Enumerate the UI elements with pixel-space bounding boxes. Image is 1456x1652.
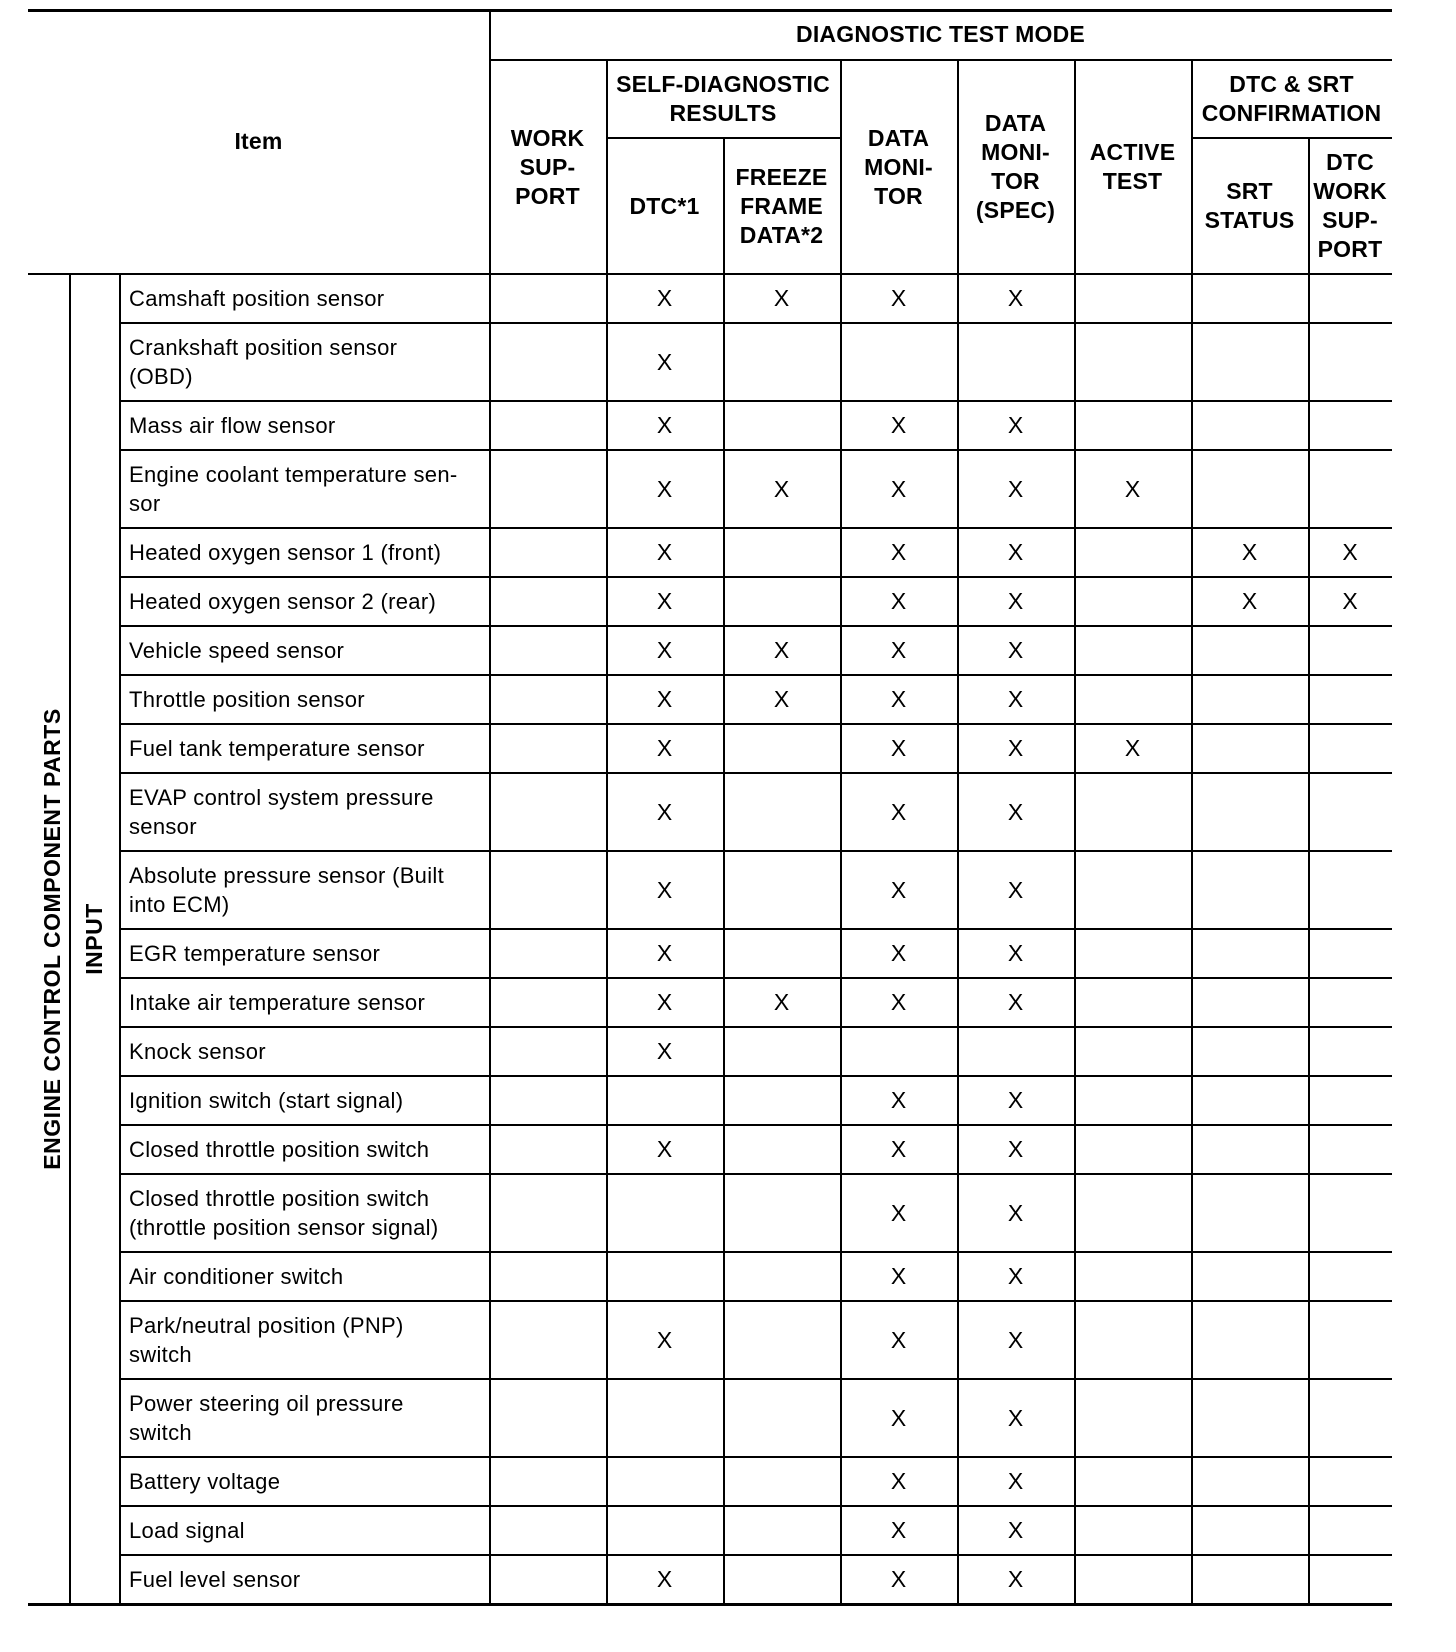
table-cell-mark [723, 577, 840, 626]
table-cell-mark [723, 1252, 840, 1301]
table-cell-mark [840, 1027, 957, 1076]
table-row-item-label: Heated oxygen sensor 1 (front) [129, 540, 442, 565]
table-cell-mark [1191, 1301, 1308, 1379]
table-cell-mark [1308, 626, 1392, 675]
table-cell-mark [489, 675, 606, 724]
table-cell-mark: X [1007, 876, 1024, 903]
table-cell-mark: X [1007, 940, 1024, 966]
table-cell-mark [723, 929, 840, 978]
item-col-divider [489, 9, 491, 274]
body-col-divider [840, 274, 842, 1604]
table-cell-mark [1308, 675, 1392, 724]
dtc-work-support-header: DTC WORK SUP- PORT [1313, 149, 1387, 262]
table-cell-mark: X [1007, 637, 1024, 663]
table-cell-mark [1074, 978, 1191, 1027]
table-cell-mark [957, 1027, 1074, 1076]
table-cell-mark [1191, 773, 1308, 851]
table-cell-mark: X [890, 1566, 907, 1592]
table-cell-mark [1308, 1506, 1392, 1555]
table-cell-mark [723, 1555, 840, 1604]
table-cell-mark [723, 724, 840, 773]
item-column-header: Item [234, 128, 283, 154]
table-cell-mark [723, 528, 840, 577]
table-cell-mark [489, 1027, 606, 1076]
table-cell-mark: X [1007, 475, 1024, 502]
table-cell-mark: X [1007, 539, 1024, 565]
table-cell-mark [489, 528, 606, 577]
table-cell-mark: X [890, 1404, 907, 1431]
table-cell-mark: X [656, 588, 673, 614]
table-cell-mark: X [1124, 475, 1141, 502]
table-row-item-label: Load signal [129, 1518, 245, 1543]
body-col-divider [1074, 274, 1076, 1604]
table-cell-mark: X [1124, 735, 1141, 761]
table-cell-mark [1191, 1076, 1308, 1125]
table-cell-mark: X [656, 940, 673, 966]
table-cell-mark [606, 1076, 723, 1125]
table-cell-mark: X [656, 348, 673, 375]
table-cell-mark [1074, 773, 1191, 851]
table-cell-mark [489, 323, 606, 401]
table-cell-mark [1074, 577, 1191, 626]
table-cell-mark: X [656, 735, 673, 761]
body-col-divider [957, 274, 959, 1604]
table-cell-mark [1074, 1076, 1191, 1125]
work-support-header: WORK SUP- PORT [510, 124, 585, 209]
table-cell-mark [1074, 1506, 1191, 1555]
self-diagnostic-results-header: SELF-DIAGNOSTIC RESULTS [616, 71, 830, 126]
table-cell-mark [1191, 1379, 1308, 1457]
table-cell-mark [489, 1506, 606, 1555]
table-cell-mark: X [1241, 539, 1258, 565]
table-cell-mark [1074, 401, 1191, 450]
table-cell-mark [489, 929, 606, 978]
table-cell-mark [1191, 1125, 1308, 1174]
table-cell-mark: X [890, 1087, 907, 1113]
table-cell-mark [489, 401, 606, 450]
table-cell-mark [1074, 626, 1191, 675]
table-cell-mark [1074, 1379, 1191, 1457]
table-cell-mark: X [656, 989, 673, 1015]
table-row-item-label: Throttle position sensor [129, 687, 365, 712]
table-cell-mark [489, 978, 606, 1027]
table-cell-mark: X [1007, 588, 1024, 614]
data-monitor-spec-header: DATA MONI- TOR (SPEC) [975, 110, 1056, 223]
table-cell-mark: X [1342, 539, 1358, 565]
table-cell-mark [1191, 1506, 1308, 1555]
table-cell-mark: X [656, 285, 673, 311]
table-cell-mark [1191, 1174, 1308, 1252]
table-cell-mark [723, 1076, 840, 1125]
table-cell-mark [1191, 450, 1308, 528]
table-cell-mark [1308, 1027, 1392, 1076]
table-cell-mark: X [1007, 1326, 1024, 1353]
table-cell-mark [723, 773, 840, 851]
table-cell-mark [1308, 1076, 1392, 1125]
table-cell-mark: X [656, 637, 673, 663]
table-cell-mark [1308, 773, 1392, 851]
table-cell-mark: X [1007, 1517, 1024, 1543]
table-cell-mark: X [890, 285, 907, 311]
table-cell-mark [1308, 978, 1392, 1027]
table-row-item-label: Camshaft position sensor [129, 286, 385, 311]
table-cell-mark [606, 1174, 723, 1252]
table-cell-mark [489, 1457, 606, 1506]
table-cell-mark [489, 1174, 606, 1252]
table-cell-mark: X [890, 1468, 907, 1494]
table-top-rule [28, 9, 1392, 12]
table-cell-mark: X [890, 989, 907, 1015]
body-col-divider [1191, 274, 1193, 1604]
table-cell-mark: X [1007, 1404, 1024, 1431]
table-cell-mark: X [890, 1199, 907, 1226]
table-cell-mark: X [1007, 1566, 1024, 1592]
table-cell-mark: X [773, 637, 790, 663]
table-cell-mark [1191, 401, 1308, 450]
group-label-engine-control-component-parts: ENGINE CONTROL COMPONENT PARTS [39, 708, 65, 1170]
table-cell-mark [489, 626, 606, 675]
table-cell-mark [1191, 1027, 1308, 1076]
table-cell-mark [1308, 1301, 1392, 1379]
table-row-item-label: EVAP control system pressure sensor [129, 785, 434, 839]
table-cell-mark [606, 1252, 723, 1301]
table-cell-mark [1308, 1457, 1392, 1506]
table-cell-mark: X [1007, 1263, 1024, 1289]
table-row-item-label: Intake air temperature sensor [129, 990, 426, 1015]
table-cell-mark [1074, 528, 1191, 577]
table-cell-mark [1308, 1125, 1392, 1174]
table-row-item-label: Engine coolant temperature sen- sor [129, 462, 458, 516]
table-cell-mark [489, 1301, 606, 1379]
table-cell-mark [723, 401, 840, 450]
table-cell-mark [1191, 851, 1308, 929]
table-cell-mark: X [890, 735, 907, 761]
table-cell-mark [606, 1457, 723, 1506]
table-cell-mark: X [890, 798, 907, 825]
table-row-item-label: Park/neutral position (PNP) switch [129, 1313, 404, 1367]
table-cell-mark [489, 773, 606, 851]
header-col-divider [840, 59, 842, 274]
table-cell-mark [723, 1301, 840, 1379]
table-cell-mark [1308, 724, 1392, 773]
table-row-item-label: Fuel level sensor [129, 1567, 301, 1592]
table-cell-mark: X [656, 1566, 673, 1592]
table-row-item-label: Fuel tank temperature sensor [129, 736, 425, 761]
table-row-item-label: Battery voltage [129, 1469, 281, 1494]
table-cell-mark: X [1007, 798, 1024, 825]
table-row-item-label: EGR temperature sensor [129, 941, 381, 966]
table-cell-mark: X [656, 798, 673, 825]
table-cell-mark [1308, 1379, 1392, 1457]
table-cell-mark [723, 1506, 840, 1555]
diagnostic-test-mode-header: DIAGNOSTIC TEST MODE [796, 21, 1085, 47]
table-cell-mark [1074, 1125, 1191, 1174]
table-cell-mark: X [773, 989, 790, 1015]
table-cell-mark [957, 323, 1074, 401]
table-row-item-label: Mass air flow sensor [129, 413, 336, 438]
table-cell-mark [1308, 929, 1392, 978]
table-cell-mark [1074, 1252, 1191, 1301]
table-cell-mark [1191, 626, 1308, 675]
table-cell-mark: X [890, 475, 907, 502]
dtc-header: DTC*1 [629, 192, 700, 219]
body-col-divider [1308, 274, 1310, 1604]
table-cell-mark: X [1342, 588, 1358, 614]
table-cell-mark: X [890, 412, 907, 438]
table-cell-mark [1308, 1555, 1392, 1604]
table-cell-mark [1191, 274, 1308, 323]
body-col-divider [723, 274, 725, 1604]
table-cell-mark: X [1007, 412, 1024, 438]
confirmation-sub-rule [1191, 137, 1392, 139]
table-cell-mark: X [890, 686, 907, 712]
table-cell-mark [1308, 1252, 1392, 1301]
table-cell-mark [1191, 1252, 1308, 1301]
table-cell-mark: X [656, 1038, 673, 1064]
table-cell-mark: X [773, 285, 790, 311]
table-row-item-label: Crankshaft position sensor (OBD) [129, 335, 398, 389]
table-row-item-label: Vehicle speed sensor [129, 638, 345, 663]
table-cell-mark [1308, 851, 1392, 929]
table-cell-mark [489, 724, 606, 773]
table-cell-mark [1074, 1457, 1191, 1506]
table-row-item-label: Ignition switch (start signal) [129, 1088, 404, 1113]
table-cell-mark [1074, 851, 1191, 929]
table-cell-mark [489, 1125, 606, 1174]
table-row-item-label: Air conditioner switch [129, 1264, 344, 1289]
table-row-item-label: Knock sensor [129, 1039, 266, 1064]
table-cell-mark: X [656, 475, 673, 502]
table-cell-mark [489, 450, 606, 528]
table-cell-mark: X [1007, 1199, 1024, 1226]
table-cell-mark: X [773, 475, 790, 502]
table-row-item-label: Heated oxygen sensor 2 (rear) [129, 589, 437, 614]
table-row-item-label: Absolute pressure sensor (Built into ECM) [129, 863, 445, 917]
table-cell-mark [1191, 323, 1308, 401]
header-col-divider [1074, 59, 1076, 274]
table-cell-mark [1074, 1027, 1191, 1076]
table-cell-mark: X [890, 1517, 907, 1543]
table-cell-mark [1308, 274, 1392, 323]
table-cell-mark [1074, 1555, 1191, 1604]
table-cell-mark [1308, 450, 1392, 528]
table-cell-mark: X [656, 1326, 673, 1353]
data-monitor-header: DATA MONI- TOR [864, 124, 933, 209]
active-test-header: ACTIVE TEST [1089, 139, 1176, 194]
table-cell-mark [1074, 1301, 1191, 1379]
group-col-divider [69, 274, 71, 1604]
srt-status-header: SRT STATUS [1204, 178, 1295, 233]
table-cell-mark [1191, 1555, 1308, 1604]
table-cell-mark [723, 1027, 840, 1076]
table-cell-mark [1074, 1174, 1191, 1252]
table-cell-mark [489, 851, 606, 929]
table-cell-mark: X [656, 1136, 673, 1162]
table-cell-mark [1308, 401, 1392, 450]
table-cell-mark: X [1007, 989, 1024, 1015]
header-sub-col-divider [723, 137, 725, 274]
table-cell-mark [1191, 1457, 1308, 1506]
table-cell-mark [1191, 724, 1308, 773]
table-cell-mark: X [656, 686, 673, 712]
table-cell-mark: X [890, 876, 907, 903]
table-cell-mark: X [656, 539, 673, 565]
table-cell-mark: X [1007, 686, 1024, 712]
mode-header-rule [489, 59, 1392, 61]
table-cell-mark [489, 1252, 606, 1301]
dtc-srt-confirmation-header: DTC & SRT CONFIRMATION [1201, 71, 1382, 126]
table-cell-mark [1308, 1174, 1392, 1252]
table-cell-mark [1074, 929, 1191, 978]
table-cell-mark [723, 1125, 840, 1174]
body-col-divider [489, 274, 491, 1604]
freeze-frame-data-header: FREEZE FRAME DATA*2 [735, 163, 828, 248]
table-cell-mark [489, 1076, 606, 1125]
table-cell-mark: X [890, 1263, 907, 1289]
header-sub-col-divider [1308, 137, 1310, 274]
header-col-divider [606, 59, 608, 274]
header-col-divider [957, 59, 959, 274]
table-cell-mark: X [773, 686, 790, 712]
table-cell-mark: X [1007, 1087, 1024, 1113]
table-cell-mark [606, 1379, 723, 1457]
table-cell-mark: X [656, 876, 673, 903]
table-cell-mark: X [1007, 735, 1024, 761]
table-row-item-label: Closed throttle position switch (throttle position sensor signal) [129, 1186, 439, 1240]
table-cell-mark [840, 323, 957, 401]
group-label-input: INPUT [81, 903, 107, 975]
table-cell-mark: X [1007, 1468, 1024, 1494]
table-row-item-label: Power steering oil pressure switch [129, 1391, 404, 1445]
table-cell-mark: X [1007, 285, 1024, 311]
table-cell-mark [723, 1379, 840, 1457]
table-cell-mark [1074, 675, 1191, 724]
table-row-item-label: Closed throttle position switch [129, 1137, 430, 1162]
table-cell-mark: X [1241, 588, 1258, 614]
table-cell-mark: X [890, 539, 907, 565]
table-cell-mark [489, 1555, 606, 1604]
table-cell-mark [489, 1379, 606, 1457]
table-cell-mark [1308, 323, 1392, 401]
table-cell-mark: X [890, 1326, 907, 1353]
table-cell-mark [723, 1457, 840, 1506]
table-bottom-rule [28, 1603, 1392, 1606]
table-cell-mark: X [1007, 1136, 1024, 1162]
table-cell-mark [489, 577, 606, 626]
table-cell-mark: X [890, 637, 907, 663]
table-cell-mark [1191, 978, 1308, 1027]
table-cell-mark: X [890, 588, 907, 614]
body-col-divider [606, 274, 608, 1604]
table-cell-mark [1074, 274, 1191, 323]
table-cell-mark [723, 851, 840, 929]
table-cell-mark: X [656, 412, 673, 438]
table-cell-mark [606, 1506, 723, 1555]
table-cell-mark [489, 274, 606, 323]
table-cell-mark: X [890, 1136, 907, 1162]
table-cell-mark [723, 323, 840, 401]
table-cell-mark [1074, 323, 1191, 401]
table-cell-mark: X [890, 940, 907, 966]
table-cell-mark [1191, 929, 1308, 978]
header-col-divider [1191, 59, 1193, 274]
table-cell-mark [1191, 675, 1308, 724]
table-cell-mark [723, 1174, 840, 1252]
